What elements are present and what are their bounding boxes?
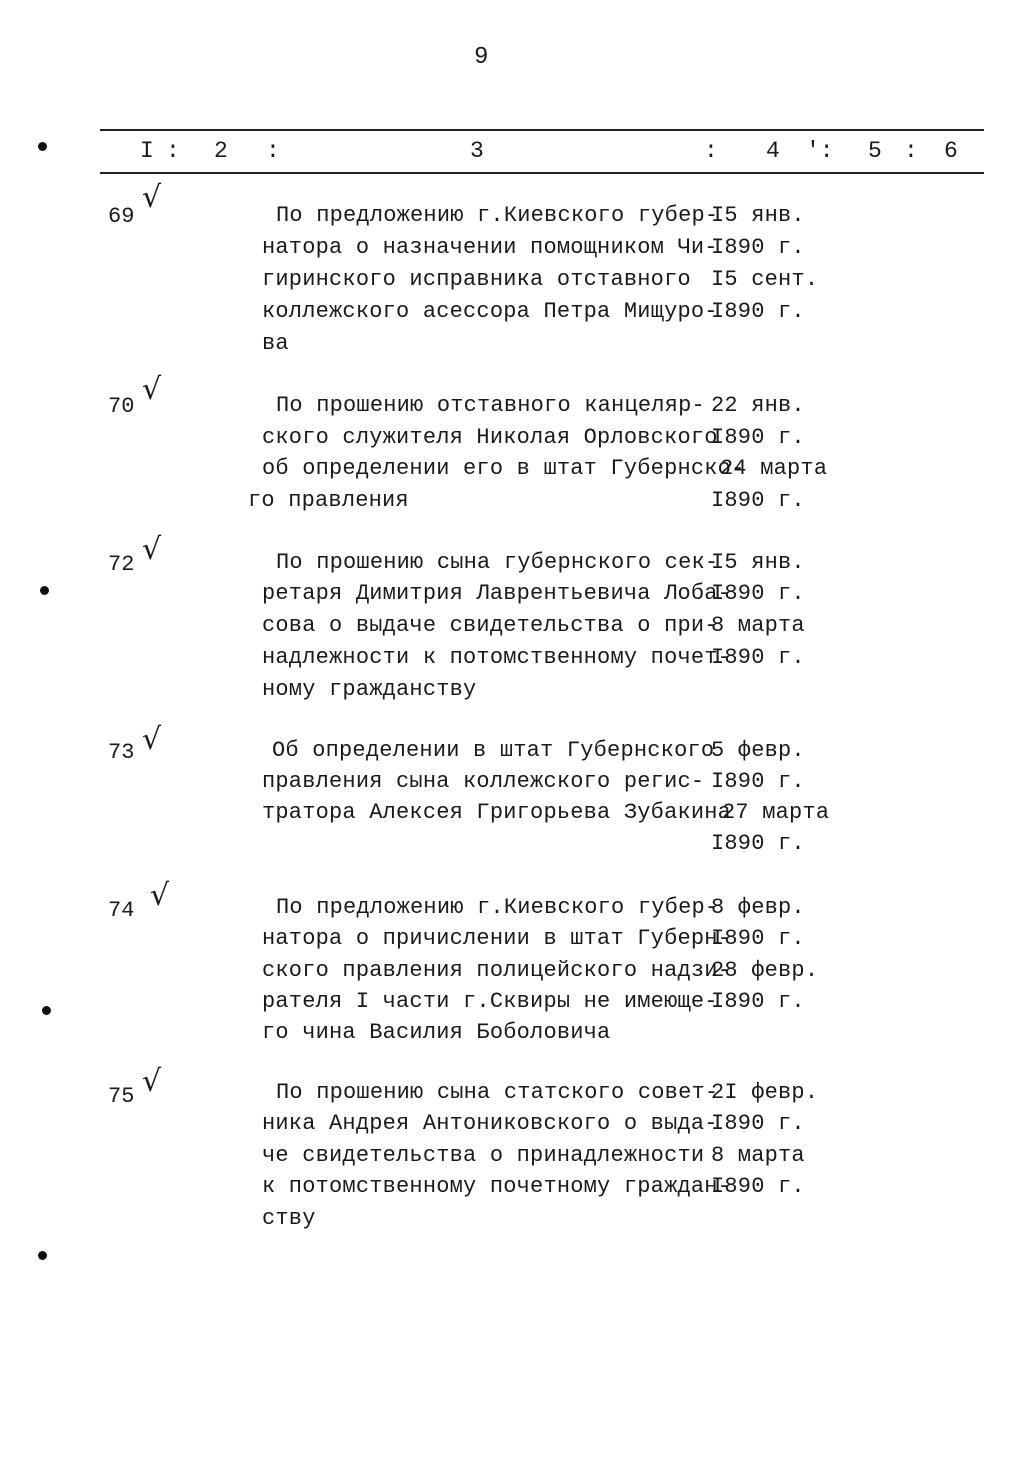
entry-number: 72	[108, 552, 135, 577]
entry-date: 28 февр.	[711, 958, 819, 983]
entry-description-line: сова о выдаче свидетельства о при-	[262, 613, 718, 638]
entry-description-line: рателя I части г.Сквиры не имеюще-	[262, 989, 718, 1014]
punch-hole-mark	[38, 142, 47, 151]
entry-date: I890 г.	[711, 235, 805, 260]
check-mark-icon: √	[150, 878, 170, 913]
entry-date: 8 марта	[711, 613, 805, 638]
entry-description-line: По предложению г.Киевского губер-	[276, 895, 719, 920]
entry-description-line: Об определении в штат Губернского	[272, 738, 715, 763]
header-rule-top	[100, 129, 984, 131]
entry-description-line: По прошению сына статского совет-	[276, 1080, 719, 1105]
header-col-2: 2	[214, 138, 228, 164]
entry-date: I890 г.	[711, 1111, 805, 1136]
header-col-1: I	[140, 138, 154, 164]
header-col-6: 6	[944, 138, 958, 164]
entry-date: I890 г.	[711, 299, 805, 324]
header-col-3: 3	[470, 138, 484, 164]
check-mark-icon: √	[142, 180, 162, 215]
check-mark-icon: √	[142, 532, 162, 567]
entry-date: I5 сент.	[711, 267, 819, 292]
entry-description-line: ского служителя Николая Орловского	[262, 425, 718, 450]
entry-description-line: натора о назначении помощником Чи-	[262, 235, 718, 260]
entry-description-line: ника Андрея Антониковского о выда-	[262, 1111, 718, 1136]
entry-date: I5 янв.	[711, 550, 805, 575]
entry-description-line: го правления	[248, 488, 409, 513]
entry-description-line: тратора Алексея Григорьева Зубакина	[262, 800, 732, 825]
entry-date: I890 г.	[711, 831, 805, 856]
entry-description-line: к потомственному почетному граждан-	[262, 1174, 732, 1199]
entry-description-line: об определении его в штат Губернско-	[262, 456, 745, 481]
entry-description-line: ному гражданству	[262, 677, 477, 702]
entry-date: I890 г.	[711, 1174, 805, 1199]
header-sep-1: :	[166, 138, 180, 164]
header-sep-2: :	[266, 138, 280, 164]
entry-date: I5 янв.	[711, 203, 805, 228]
header-rule-bottom	[100, 172, 984, 174]
entry-number: 75	[108, 1084, 135, 1109]
entry-description-line: натора о причислении в штат Губерн-	[262, 926, 732, 951]
entry-description-line: По прошению отставного канцеляр-	[276, 393, 705, 418]
entry-description-line: ретаря Димитрия Лаврентьевича Лоба-	[262, 581, 732, 606]
page-number: 9	[474, 44, 489, 71]
entry-date: I890 г.	[711, 425, 805, 450]
entry-date: I890 г.	[711, 645, 805, 670]
entry-number: 70	[108, 394, 135, 419]
entry-date: I890 г.	[711, 926, 805, 951]
entry-description-line: коллежского асессора Петра Мищуро-	[262, 299, 718, 324]
punch-hole-mark	[42, 1006, 51, 1015]
punch-hole-mark	[40, 586, 49, 595]
entry-date: I890 г.	[711, 581, 805, 606]
entry-description-line: ству	[262, 1206, 316, 1231]
check-mark-icon: √	[142, 372, 162, 407]
entry-date: 24 марта	[720, 456, 828, 481]
header-sep-4: ':	[806, 138, 834, 164]
entry-description-line: правления сына коллежского регис-	[262, 769, 705, 794]
entry-description-line: По предложению г.Киевского губер-	[276, 203, 719, 228]
header-sep-5: :	[904, 138, 918, 164]
entry-description-line: По прошению сына губернского сек-	[276, 550, 719, 575]
entry-date: 22 янв.	[711, 393, 805, 418]
entry-number: 69	[108, 204, 135, 229]
entry-description-line: гиринского исправника отставного	[262, 267, 691, 292]
header-col-4: 4	[766, 138, 780, 164]
entry-description-line: го чина Василия Боболовича	[262, 1020, 611, 1045]
entry-description-line: ского правления полицейского надзи-	[262, 958, 732, 983]
entry-date: 27 марта	[722, 800, 830, 825]
check-mark-icon: √	[142, 1064, 162, 1099]
header-sep-3: :	[704, 138, 718, 164]
entry-date: 2I февр.	[711, 1080, 819, 1105]
entry-number: 74	[108, 898, 135, 923]
entry-description-line: надлежности к потомственному почет-	[262, 645, 732, 670]
check-mark-icon: √	[142, 722, 162, 757]
entry-description-line: ва	[262, 331, 289, 356]
entry-number: 73	[108, 740, 135, 765]
punch-hole-mark	[38, 1251, 47, 1260]
entry-description-line: че свидетельства о принадлежности	[262, 1143, 705, 1168]
entry-date: I890 г.	[711, 769, 805, 794]
entry-date: 8 марта	[711, 1143, 805, 1168]
entry-date: 8 февр.	[711, 895, 805, 920]
entry-date: I890 г.	[711, 488, 805, 513]
entry-date: I890 г.	[711, 989, 805, 1014]
header-col-5: 5	[868, 138, 882, 164]
entry-date: 5 февр.	[711, 738, 805, 763]
